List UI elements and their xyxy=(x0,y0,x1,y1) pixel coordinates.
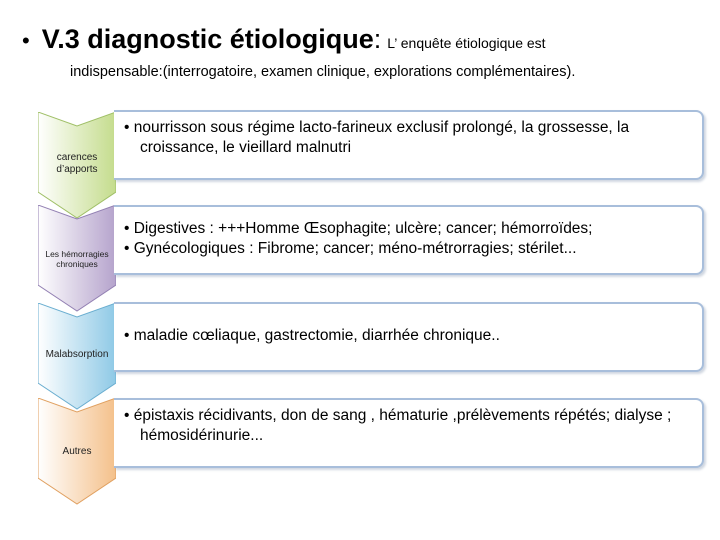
title-main: V.3 diagnostic étiologique xyxy=(41,24,374,54)
title-tail: L’ enquête étiologique est xyxy=(387,35,546,51)
title-bullet: • xyxy=(22,28,30,53)
content-box-carences xyxy=(114,110,704,180)
content-item: • épistaxis récidivants, don de sang , hématurie ,prélèvements répétés; dialyse ; hémosidérinurie... xyxy=(124,407,672,445)
chevron-label: Malabsorption xyxy=(45,349,109,360)
chevron-autres xyxy=(38,398,116,500)
title-colon: : xyxy=(373,24,382,54)
chevron-label: Autres xyxy=(62,446,92,457)
chevron-hemorragies xyxy=(38,205,116,307)
chevron-label: Les hémorragies chroniques xyxy=(45,249,109,269)
slide-title xyxy=(22,26,712,53)
content-box-autres xyxy=(114,398,704,468)
content-item: • nourrisson sous régime lacto-farineux exclusif prolongé, la grossesse, la croissance, le vieillard malnutri xyxy=(124,119,630,157)
chevron-carences xyxy=(38,112,116,214)
content-box-hemorragies xyxy=(114,205,704,275)
content-item: • maladie cœliaque, gastrectomie, diarrhée chronique.. xyxy=(124,327,500,344)
content-item: • Digestives : +++Homme Œsophagite; ulcère; cancer; hémorroïdes; xyxy=(124,220,593,237)
chevron-malabsorption xyxy=(38,303,116,405)
content-item: • Gynécologiques : Fibrome; cancer; méno-métrorragies; stérilet... xyxy=(124,240,577,258)
slide-subtitle: indispensable:(interrogatoire, examen clinique, explorations complémentaires). xyxy=(70,64,576,80)
chevron-label: carences d’apports xyxy=(56,152,98,175)
content-box-malabsorption xyxy=(114,302,704,372)
